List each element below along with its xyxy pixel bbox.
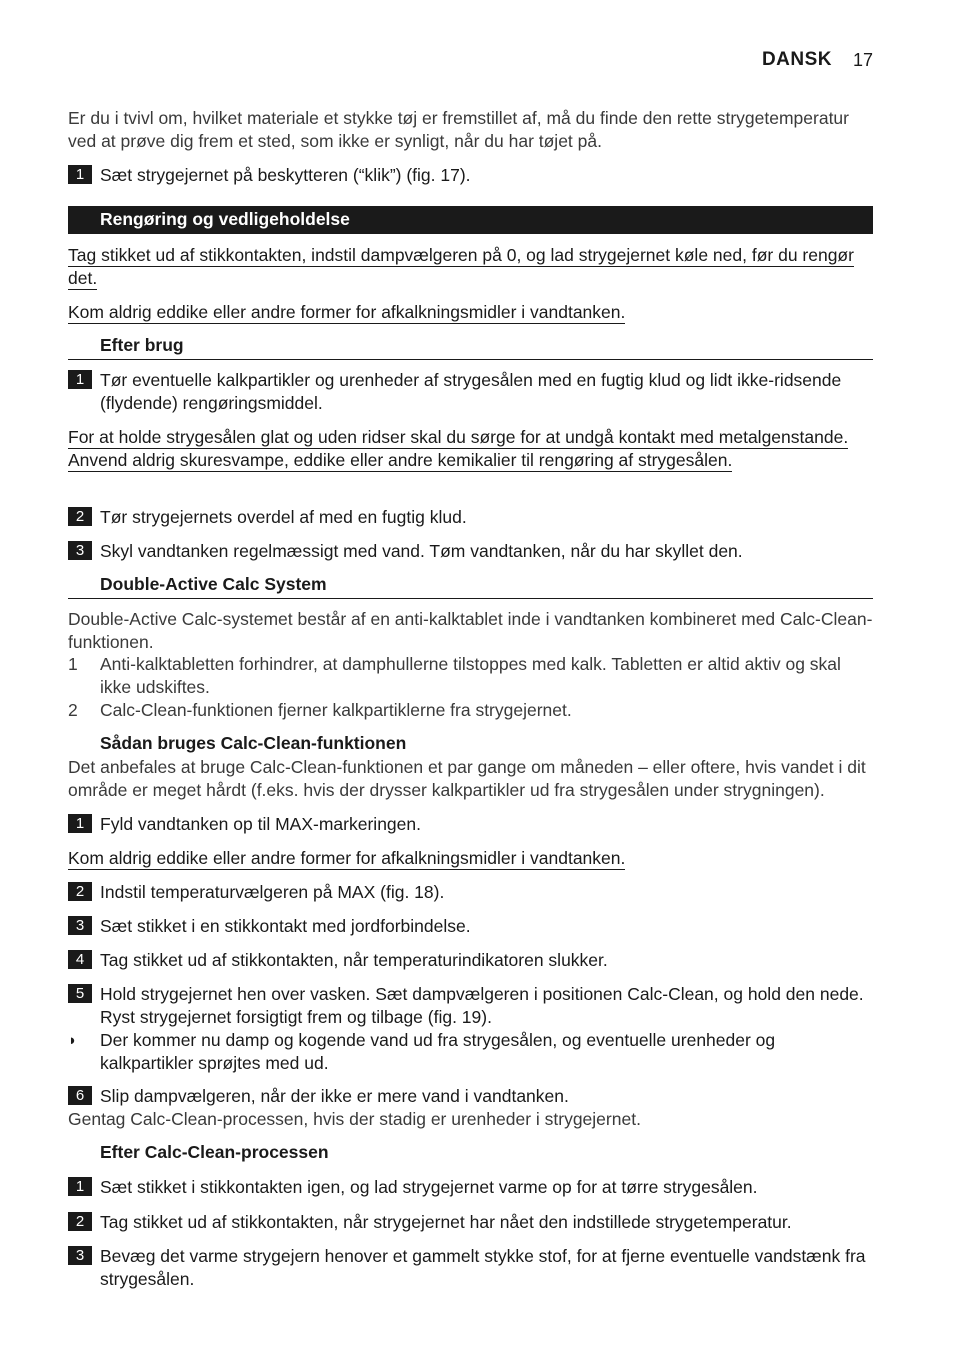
dacs-intro: Double-Active Calc-systemet består af en anti-kalktablet inde i vandtanken kombineret med Calc-Clean-funktionen. xyxy=(68,609,873,652)
list-text: Anti-kalktabletten forhindrer, at damphullerne tilstoppes med kalk. Tabletten er altid aktiv og skal ikke udskiftes. xyxy=(100,654,841,697)
step-number: 1 xyxy=(68,370,92,389)
warning-text: Kom aldrig eddike eller andre former for afkalkningsmidler i vandtanken. xyxy=(68,848,626,868)
step-after-use-2 xyxy=(68,506,873,529)
list-number: 2 xyxy=(68,700,78,720)
calc-clean-intro: Det anbefales at bruge Calc-Clean-funktionen et par gange om måneden – eller oftere, hvis vandet i dit område er meget hårdt (f.eks. hvis der drysser kalkpartikler ud fra strygesålen under strygningen). xyxy=(68,757,866,800)
step-number: 1 xyxy=(68,814,92,833)
list-number: 1 xyxy=(68,654,78,674)
section-title: Rengøring og vedligeholdelse xyxy=(100,209,350,229)
step-after-calc-1 xyxy=(68,1176,873,1199)
step-number: 2 xyxy=(68,882,92,901)
step-after-calc-3 xyxy=(68,1245,873,1291)
step-calc-clean-3 xyxy=(68,915,873,938)
step-text: Sæt stikket i stikkontakten igen, og lad strygejernet varme op for at tørre strygesålen. xyxy=(100,1177,758,1197)
step-text: Indstil temperaturvælgeren på MAX (fig. 18). xyxy=(100,882,445,902)
step-number: 6 xyxy=(68,1086,92,1105)
language-label: DANSK xyxy=(761,49,832,70)
page-number: 17 xyxy=(852,50,873,70)
step-number: 2 xyxy=(68,507,92,526)
warning-text: Kom aldrig eddike eller andre former for afkalkningsmidler i vandtanken. xyxy=(68,302,626,322)
dacs-list-item-1 xyxy=(68,653,873,699)
step-after-use-1 xyxy=(68,369,873,415)
step-calc-clean-5 xyxy=(68,983,873,1029)
step-number: 3 xyxy=(68,916,92,935)
dacs-list-item-2 xyxy=(68,699,873,722)
step-number: 5 xyxy=(68,984,92,1003)
step-text: Bevæg det varme strygejern henover et gammelt stykke stof, for at fjerne eventuelle vandstænk fra strygesålen. xyxy=(100,1246,866,1289)
step-number: 4 xyxy=(68,950,92,969)
warning-text: For at holde strygesålen glat og uden ridser skal du sørge for at undgå kontakt med metalgenstande. Anvend aldrig skuresvampe, eddike eller andre kemikalier til rengøring af strygesålen. xyxy=(68,427,849,470)
step-calc-clean-6 xyxy=(68,1085,873,1108)
step-number: 3 xyxy=(68,1246,92,1265)
step-number: 2 xyxy=(68,1212,92,1231)
warning-soleplate xyxy=(68,426,873,472)
step-text: Hold strygejernet hen over vasken. Sæt dampvælgeren i positionen Calc-Clean, og hold den nede. Ryst strygejernet forsigtigt frem og tilbage (fig. 19). xyxy=(100,984,864,1027)
warning-unplug xyxy=(68,244,873,290)
step-text: Tør eventuelle kalkpartikler og urenheder af strygesålen med en fugtig klud og lidt ikke-ridsende (flydende) rengøringsmiddel. xyxy=(100,370,842,413)
step-number: 1 xyxy=(68,1177,92,1196)
warning-no-vinegar-2 xyxy=(68,847,873,870)
list-text: Calc-Clean-funktionen fjerner kalkpartiklerne fra strygejernet. xyxy=(100,700,572,720)
section-header-bar xyxy=(68,206,873,234)
step-after-use-3 xyxy=(68,540,873,563)
step-text: Slip dampvælgeren, når der ikke er mere vand i vandtanken. xyxy=(100,1086,569,1106)
subheading-dacs: Double-Active Calc System xyxy=(68,574,873,599)
warning-no-vinegar xyxy=(68,301,873,324)
step-text: Tag stikket ud af stikkontakten, når strygejernet har nået den indstillede strygetemperatur. xyxy=(100,1212,792,1232)
step-text: Sæt stikket i en stikkontakt med jordforbindelse. xyxy=(100,916,471,936)
subheading-after-use: Efter brug xyxy=(68,335,873,360)
step-intro xyxy=(68,164,873,187)
step-text: Sæt strygejernet på beskytteren (“klik”) (fig. 17). xyxy=(100,165,471,185)
step-text: Tag stikket ud af stikkontakten, når temperaturindikatoren slukker. xyxy=(100,950,608,970)
warning-text: Tag stikket ud af stikkontakten, indstil dampvælgeren på 0, og lad strygejernet køle ned, før du rengør det. xyxy=(68,245,854,288)
subheading-after-calc-clean: Efter Calc-Clean-processen xyxy=(100,1142,329,1162)
calc-clean-repeat: Gentag Calc-Clean-processen, hvis der stadig er urenheder i strygejernet. xyxy=(68,1109,641,1129)
step-text: Tør strygejernets overdel af med en fugtig klud. xyxy=(100,507,467,527)
step-calc-clean-1 xyxy=(68,813,873,836)
bullet-text: Der kommer nu damp og kogende vand ud fra strygesålen, og eventuelle urenheder og kalkpartikler sprøjtes med ud. xyxy=(100,1030,776,1073)
intro-paragraph: Er du i tvivl om, hvilket materiale et stykke tøj er fremstillet af, må du finde den rette strygetemperatur ved at prøve dig frem et sted, som ikke er synligt, når du har tøjet på. xyxy=(68,108,849,151)
result-bullet-icon: ◗ xyxy=(68,1032,78,1049)
step-text: Skyl vandtanken regelmæssigt med vand. Tøm vandtanken, når du har skyllet den. xyxy=(100,541,743,561)
subheading-calc-clean: Sådan bruges Calc-Clean-funktionen xyxy=(100,733,407,753)
step-number: 1 xyxy=(68,165,92,184)
step-calc-clean-2 xyxy=(68,881,873,904)
step-calc-clean-4 xyxy=(68,949,873,972)
step-number: 3 xyxy=(68,541,92,560)
result-bullet xyxy=(68,1029,873,1075)
step-after-calc-2 xyxy=(68,1211,873,1234)
step-text: Fyld vandtanken op til MAX-markeringen. xyxy=(100,814,421,834)
